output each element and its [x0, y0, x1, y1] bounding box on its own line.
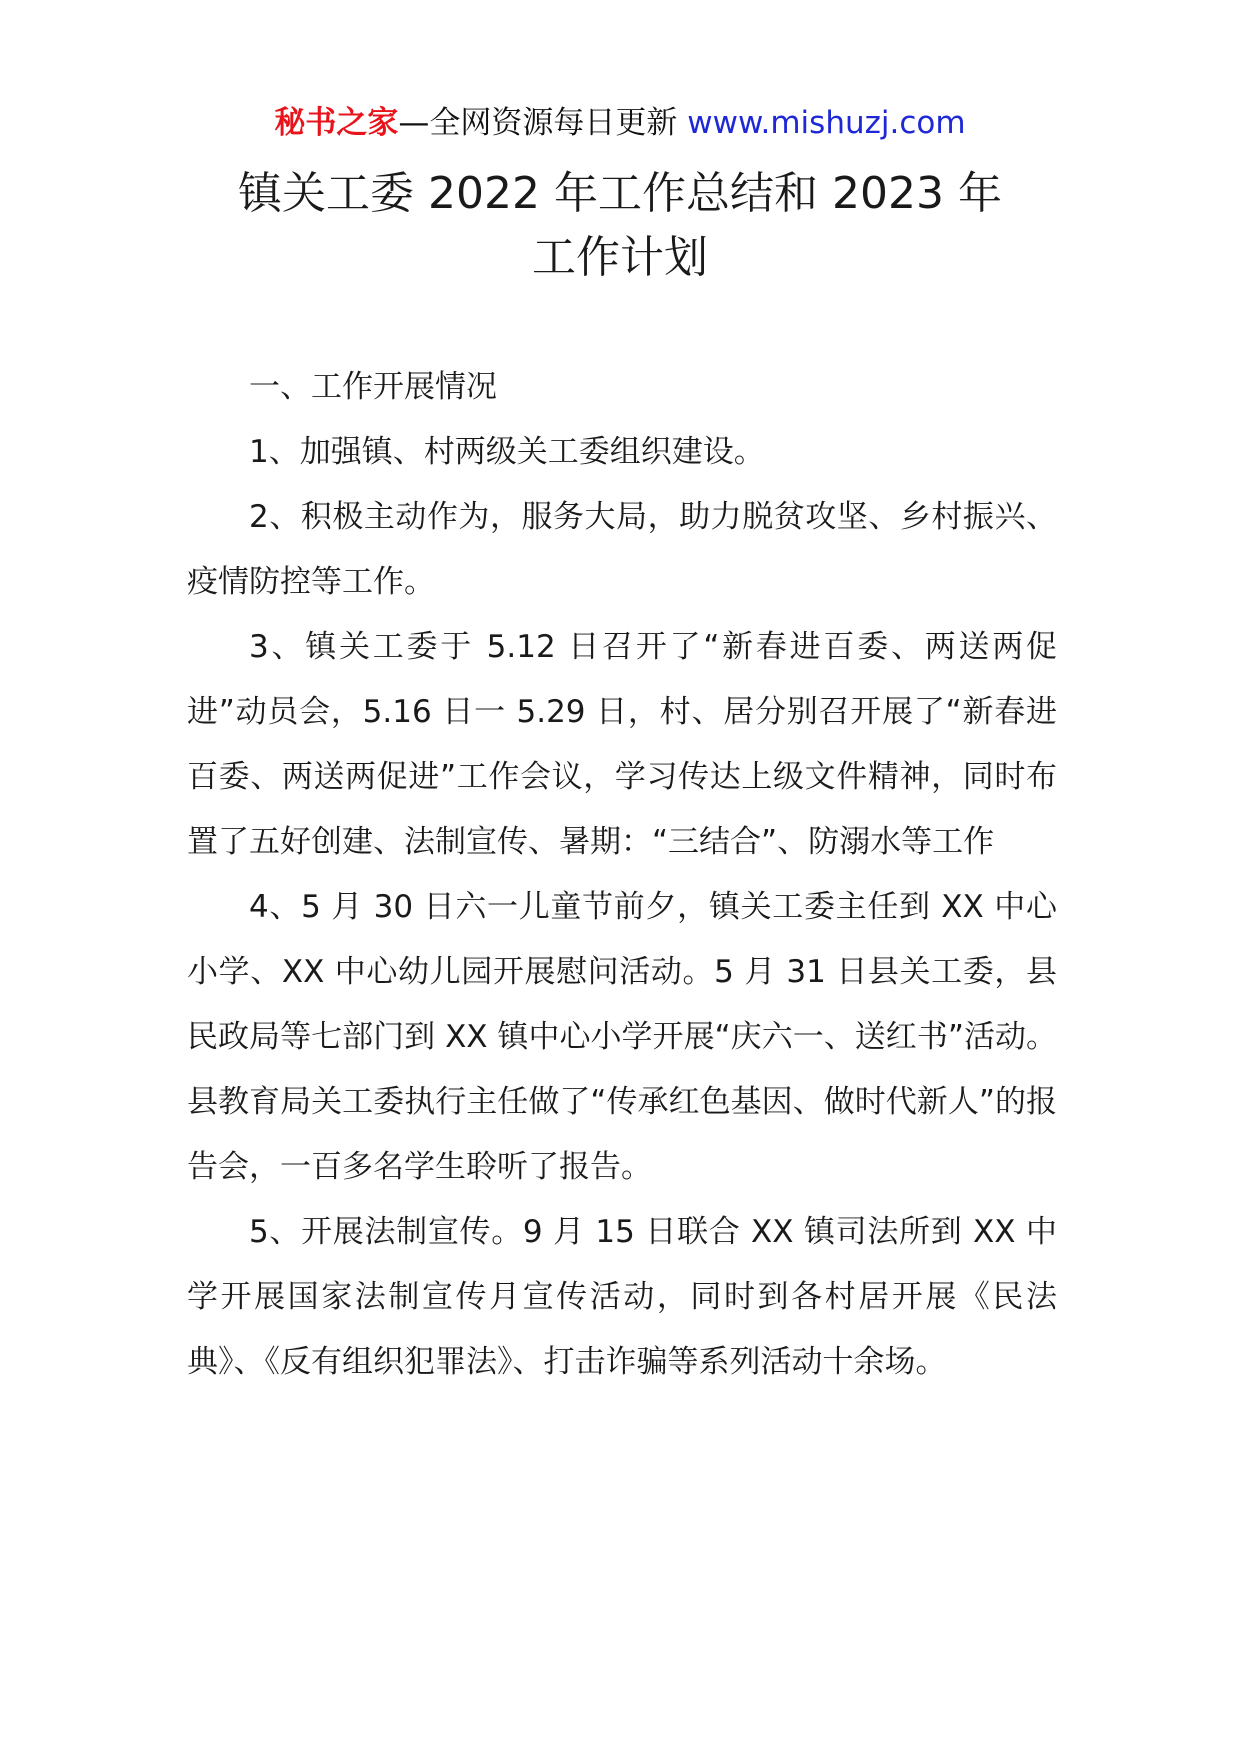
paragraph: 3、镇关工委于 5.12 日召开了“新春进百委、两送两促进”动员会，5.16 日一 5.29 日，村、居分别召开展了“新春进百委、两送两促进”工作会议，学习传达上级文件精神，同时布置了五好创建、法制宣传、暑期：“三结合”、防溺水等工作 — [187, 629, 1057, 860]
paragraph: 5、开展法制宣传。9 月 15 日联合 XX 镇司法所到 XX 中学开展国家法制宣传月宣传活动，同时到各村居开展《民法典》、《反有组织犯罪法》、打击诈骗等系列活动十余场。 — [187, 1214, 1057, 1380]
paragraph: 4、5 月 30 日六一儿童节前夕，镇关工委主任到 XX 中心小学、XX 中心幼儿园开展慰问活动。5 月 31 日县关工委，县民政局等七部门到 XX 镇中心小学开展“庆六一、送红书”活动。县教育局关工委执行主任做了“传承红色基因、做时代新人”的报告会，一百多名学生聆听了报告。 — [187, 889, 1057, 1185]
section-heading: 一、工作开展情况 — [249, 369, 497, 405]
site-header — [0, 100, 1240, 146]
paragraph: 2、积极主动作为，服务大局，助力脱贫攻坚、乡村振兴、疫情防控等工作。 — [187, 499, 1057, 600]
document-title-line-2: 工作计划 — [532, 232, 708, 283]
document-title-line-1: 镇关工委 2022 年工作总结和 2023 年 — [238, 168, 1002, 219]
site-url-link[interactable]: www.mishuzj.com — [687, 105, 966, 141]
document-title — [0, 162, 1240, 290]
paragraph: 1、加强镇、村两级关工委组织建设。 — [249, 434, 765, 470]
site-brand: 秘书之家 — [274, 105, 399, 141]
site-tagline: —全网资源每日更新 — [398, 105, 678, 141]
document-body — [187, 355, 1057, 1395]
